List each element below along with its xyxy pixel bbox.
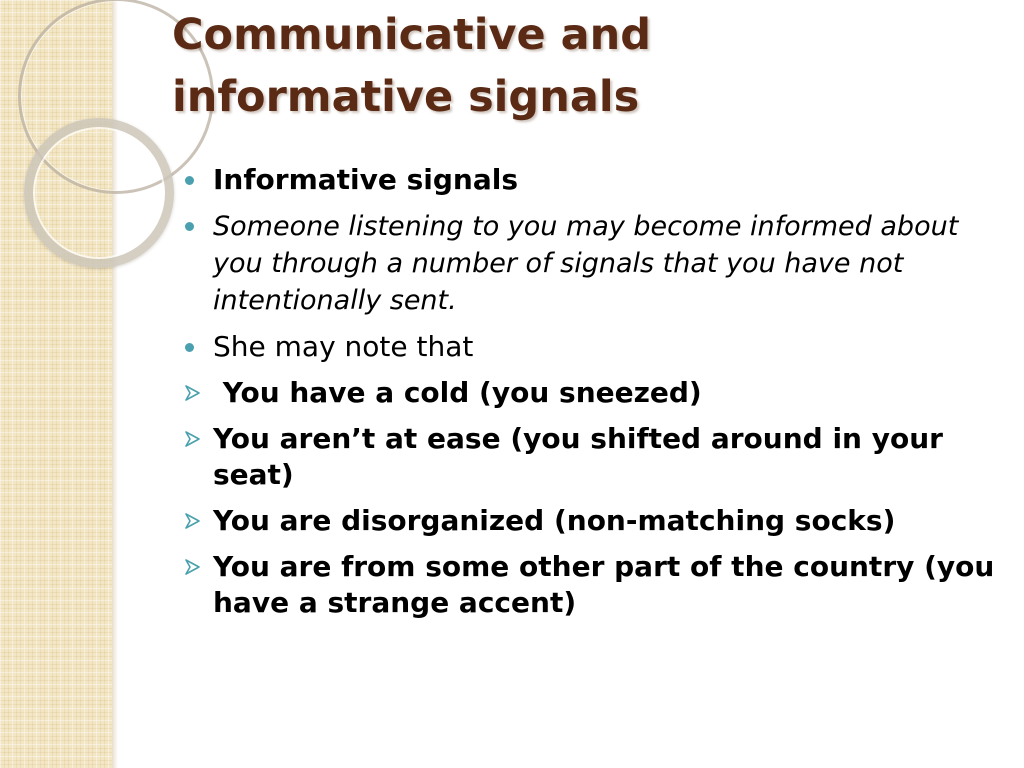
bullet-text: You have a cold (you sneezed): [213, 376, 702, 409]
bullet-item-she-may-note: [182, 329, 1002, 365]
bullet-item-not-at-ease: [182, 421, 1002, 493]
bullet-dot-icon: [185, 176, 194, 185]
arrow-bullet-icon: [184, 557, 202, 577]
bullet-text: You aren’t at ease (you shifted around in your seat): [213, 422, 943, 491]
slide-title-line-2: informative signals: [172, 72, 640, 122]
arrow-bullet-icon: [184, 383, 202, 403]
bullet-item-other-part-of-country: [182, 549, 1002, 621]
bullet-item-someone-listening: [182, 208, 1002, 319]
bullet-dot-icon: [185, 222, 194, 231]
slide-title-line-1: Communicative and: [172, 10, 652, 60]
bullet-text: You are from some other part of the country (you have a strange accent): [213, 550, 995, 619]
arrow-bullet-icon: [184, 429, 202, 449]
bullet-text: She may note that: [213, 330, 474, 363]
bullet-text: You are disorganized (non-matching socks): [213, 504, 896, 537]
slide-title: [172, 4, 932, 128]
bullet-item-cold: [182, 375, 1002, 411]
bullet-text: Informative signals: [213, 163, 519, 196]
decorative-ring-small: [24, 118, 174, 268]
bullet-item-disorganized: [182, 503, 1002, 539]
bullet-dot-icon: [185, 343, 194, 352]
bullet-list: [182, 162, 1002, 631]
arrow-bullet-icon: [184, 511, 202, 531]
bullet-item-informative-signals: [182, 162, 1002, 198]
bullet-text: Someone listening to you may become informed about you through a number of signals that you have not intentionally sent.: [213, 211, 959, 316]
